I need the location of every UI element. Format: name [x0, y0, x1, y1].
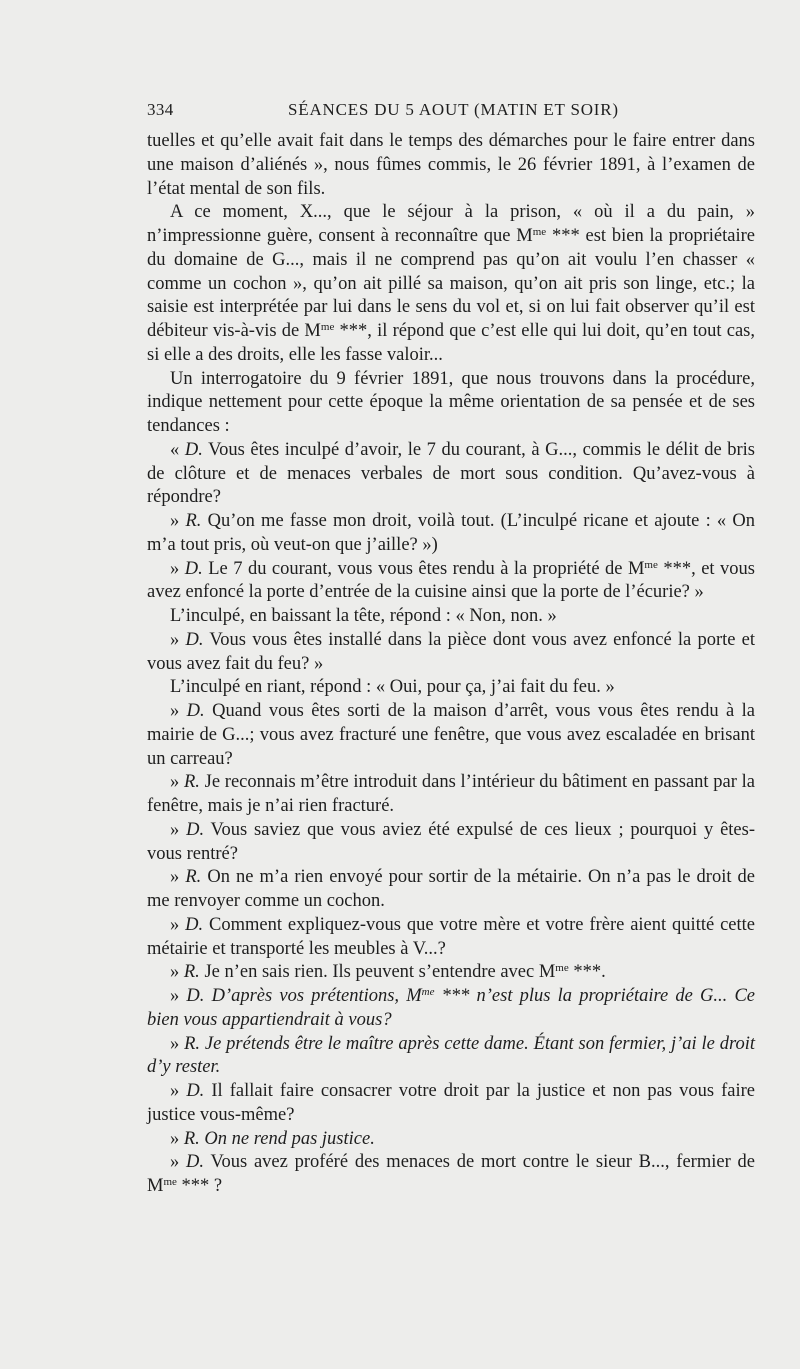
- text-segment: «: [170, 439, 185, 460]
- text-segment: Je n’en sais rien. Ils peuvent s’entendre avec M: [199, 962, 556, 983]
- paragraph-p3: [147, 368, 755, 439]
- text-segment: »: [170, 914, 186, 935]
- text-segment: R. On ne rend pas justice.: [183, 1128, 375, 1149]
- paragraph-p16: [147, 985, 755, 1033]
- text-segment: D. D’après vos prétentions, M: [186, 986, 422, 1006]
- text-segment: »: [170, 1128, 184, 1149]
- paragraph-p9: [147, 676, 755, 700]
- body-text: [147, 130, 755, 1199]
- text-segment: me: [644, 558, 658, 571]
- paragraph-p6: [147, 558, 755, 606]
- text-segment: Je reconnais m’être introduit dans l’intérieur du bâtiment en passant par la fenêtre, mais je n’ai rien fracturé.: [147, 772, 755, 816]
- text-segment: D.: [186, 819, 205, 840]
- text-segment: ***, et vous avez enfoncé la porte d’entrée de la cuisine ainsi que la porte de l’écurie? »: [147, 558, 756, 603]
- text-segment: Il fallait faire consacrer votre droit par la justice et non pas vous faire justice vous-même?: [147, 1081, 756, 1125]
- text-segment: ***.: [568, 962, 606, 983]
- text-segment: *** ?: [176, 1176, 223, 1196]
- text-segment: Vous êtes inculpé d’avoir, le 7 du courant, à G..., commis le délit de bris de clôture et de menaces verbales de mort sous condition. Qu’avez-vous à répondre?: [147, 439, 756, 508]
- text-segment: »: [170, 511, 186, 531]
- paragraph-p2: [147, 201, 755, 367]
- text-segment: Qu’on me fasse mon droit, voilà tout. (L’inculpé ricane et ajoute : « On m’a tout pris, où veut-on que j’aille? »): [147, 511, 755, 555]
- text-segment: »: [170, 1152, 187, 1173]
- paragraph-p10: [147, 700, 755, 771]
- text-segment: »: [170, 1033, 185, 1054]
- text-segment: tuelles et qu’elle avait fait dans le temps des démarches pour le faire entrer dans une maison d’aliénés », nous fûmes commis, le 26 février 1891, à l’examen de l’état mental de son fils.: [147, 131, 755, 199]
- page-header: [147, 100, 755, 124]
- text-segment: A ce moment, X..., que le séjour à la prison, « où il a du pain, » n’impressionne guère, consent à reconnaître que M: [147, 202, 755, 246]
- text-segment: »: [170, 867, 186, 888]
- text-segment: me: [320, 321, 335, 333]
- paragraph-p4: [147, 439, 755, 510]
- paragraph-p12: [147, 819, 755, 867]
- text-segment: D.: [184, 439, 203, 460]
- paragraph-p18: [147, 1080, 755, 1128]
- text-segment: »: [170, 1081, 187, 1101]
- text-segment: Comment expliquez-vous que votre mère et votre frère aient quitté cette métairie et transporté les meubles à V...?: [147, 914, 756, 959]
- text-segment: D.: [186, 701, 205, 721]
- text-segment: On ne m’a rien envoyé pour sortir de la métairie. On n’a pas le droit de me renvoyer comme un cochon.: [147, 867, 756, 911]
- text-segment: *** n’est plus la propriétaire de G... Ce bien vous appartiendrait à vous?: [147, 986, 755, 1030]
- text-segment: »: [170, 772, 184, 793]
- page-number: 334: [147, 100, 174, 119]
- text-segment: »: [170, 558, 185, 579]
- text-segment: L’inculpé en riant, répond : « Oui, pour ça, j’ai fait du feu. »: [170, 677, 615, 698]
- text-segment: R.: [183, 962, 200, 983]
- paragraph-p15: [147, 961, 755, 985]
- text-segment: R.: [185, 867, 202, 888]
- text-segment: Le 7 du courant, vous vous êtes rendu à la propriété de M: [202, 558, 645, 579]
- text-segment: Un interrogatoire du 9 février 1891, que nous trouvons dans la procédure, indique nettement pour cette époque la même orientation de sa pensée et de ses tendances :: [147, 368, 755, 436]
- text-segment: »: [170, 629, 186, 650]
- paragraph-p13: [147, 866, 755, 914]
- paragraph-p19: [147, 1128, 755, 1152]
- text-segment: Vous saviez que vous aviez été expulsé de ces lieux ; pourquoi y êtes-vous rentré?: [147, 819, 756, 864]
- text-segment: me: [555, 962, 569, 975]
- text-segment: »: [170, 701, 187, 721]
- text-segment: R.: [183, 772, 200, 793]
- text-segment: ***, il répond que c’est elle qui lui doit, qu’en tout cas, si elle a des droits, elle les fasse valoir...: [147, 321, 755, 365]
- text-segment: *** est bien la propriétaire du domaine de G..., mais il ne comprend pas qu’on ait voulu l’en chasser « comme un cochon », qu’on ait pillé sa maison, qu’on ait pris son linge, etc.; la saisie est interprétée par lui dans le sens du vol et, si on lui fait observer qu’il est débiteur vis-à-vis de M: [147, 226, 755, 341]
- text-segment: D.: [185, 914, 204, 935]
- text-segment: Vous avez proféré des menaces de mort contre le sieur B..., fermier de M: [147, 1152, 755, 1196]
- text-segment: D.: [185, 629, 204, 650]
- running-title: SÉANCES DU 5 AOUT (MATIN ET SOIR): [288, 100, 619, 119]
- text-segment: »: [170, 962, 184, 983]
- paragraph-p14: [147, 914, 755, 962]
- text-segment: D.: [184, 558, 203, 579]
- paragraph-p7: [147, 605, 755, 629]
- paragraph-p8: [147, 629, 755, 677]
- text-segment: L’inculpé, en baissant la tête, répond : « Non, non. »: [170, 606, 557, 626]
- text-segment: me: [163, 1176, 177, 1188]
- paragraph-p11: [147, 771, 755, 819]
- paragraph-p20: [147, 1151, 755, 1199]
- paragraph-p1: [147, 130, 755, 201]
- paragraph-p5: [147, 510, 755, 558]
- text-segment: me: [421, 986, 435, 998]
- text-segment: me: [532, 226, 547, 238]
- text-segment: R.: [185, 511, 202, 531]
- text-segment: Quand vous êtes sorti de la maison d’arrêt, vous vous êtes rendu à la mairie de G...; vous avez fracturé une fenêtre, que vous avez escaladée en brisant un carreau?: [147, 701, 755, 769]
- text-segment: R. Je prétends être le maître après cette dame. Étant son fermier, j’ai le droit d’y rester.: [147, 1033, 756, 1078]
- paragraph-p17: [147, 1033, 755, 1081]
- text-segment: D.: [186, 1152, 205, 1173]
- text-segment: »: [170, 986, 187, 1006]
- text-segment: »: [170, 819, 187, 840]
- text-segment: D.: [186, 1081, 205, 1101]
- text-segment: Vous vous êtes installé dans la pièce dont vous avez enfoncé la porte et vous avez fait du feu? »: [147, 629, 756, 674]
